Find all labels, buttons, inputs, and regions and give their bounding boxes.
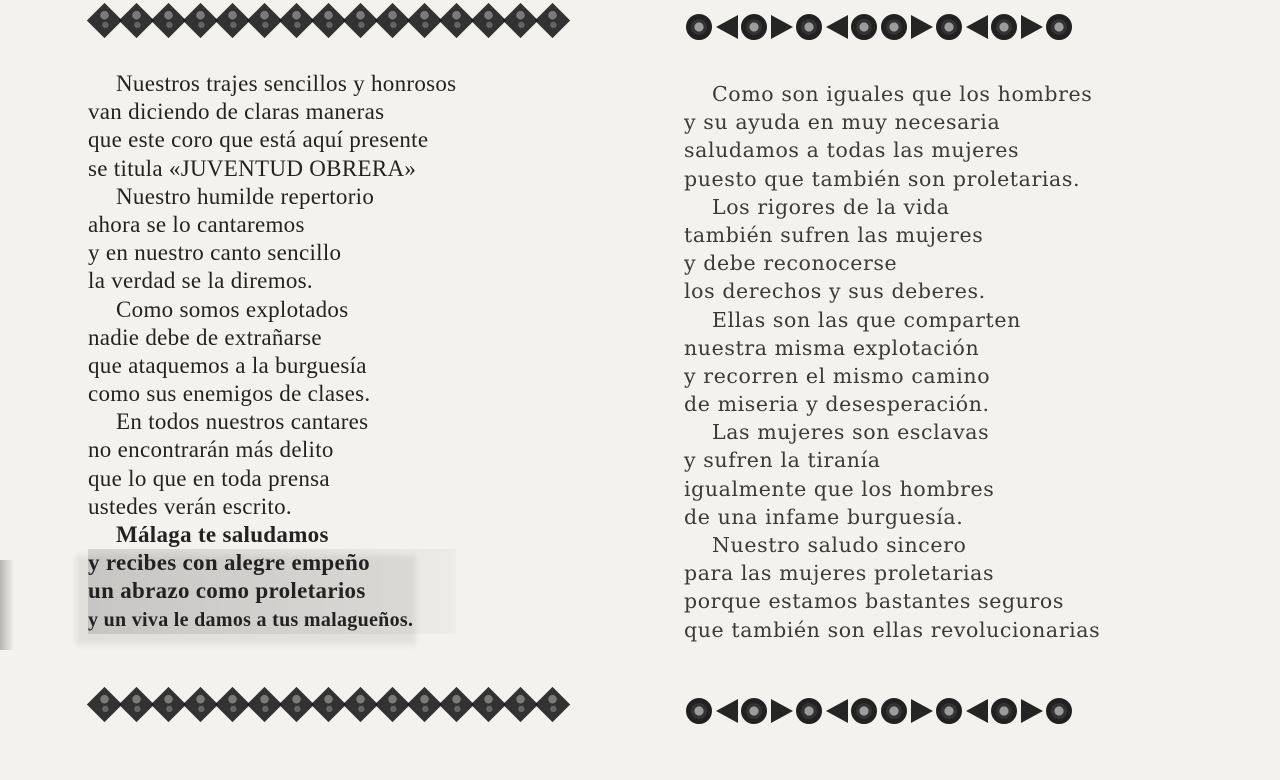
top-diamond-border [92, 8, 572, 33]
diamond-ornament-icon [215, 3, 250, 38]
poem-line: Nuestros trajes sencillos y honrosos [116, 71, 457, 96]
ring-ornament-icon [851, 14, 877, 40]
poem-line: Málaga te saludamos [116, 522, 329, 547]
poem-line: Como somos explotados [116, 296, 349, 322]
diamond-ornament-icon [119, 687, 154, 722]
diamond-ornament-icon [279, 3, 314, 38]
left-triangle-ornament-icon [826, 699, 848, 723]
poem-line: En todos nuestros cantares [116, 409, 369, 435]
poem-line: Los rigores de la vida [712, 194, 950, 219]
diamond-ornament-icon [311, 687, 346, 722]
poem-line: que lo que en toda prensa [88, 465, 330, 491]
poem-line: y recorren el mismo camino [684, 363, 991, 388]
top-ring-border [686, 14, 1076, 40]
diamond-ornament-icon [151, 3, 186, 38]
poem-line: Las mujeres son esclavas [712, 420, 990, 445]
poem-line: y en nuestro canto sencillo [88, 240, 342, 266]
diamond-ornament-icon [279, 687, 314, 722]
diamond-ornament-icon [503, 687, 538, 722]
ring-ornament-icon [936, 698, 962, 724]
poem-line: y su ayuda en muy necesaria [684, 110, 1001, 135]
diamond-ornament-icon [183, 687, 218, 722]
poem-line: van diciendo de claras maneras [88, 99, 385, 125]
poem-line: no encontrarán más delito [88, 437, 334, 463]
diamond-ornament-icon [87, 3, 122, 38]
poem-line: saludamos a todas las mujeres [684, 138, 1020, 163]
diamond-ornament-icon [375, 3, 410, 38]
poem-line: Ellas son las que comparten [712, 307, 1021, 332]
diamond-ornament-icon [87, 687, 122, 722]
left-triangle-ornament-icon [716, 15, 738, 39]
left-triangle-ornament-icon [716, 699, 738, 723]
poem-line: nuestra misma explotación [684, 335, 980, 360]
poem-line: Nuestro humilde repertorio [116, 183, 375, 209]
ring-ornament-icon [686, 698, 712, 724]
bottom-ring-border [686, 698, 1076, 724]
poem-line: y recibes con alegre empeño [88, 549, 456, 577]
left-poem [88, 70, 456, 634]
ring-ornament-icon [881, 14, 907, 40]
diamond-ornament-icon [343, 3, 378, 38]
ring-ornament-icon [1046, 698, 1072, 724]
right-page [650, 0, 1270, 780]
diamond-ornament-icon [439, 3, 474, 38]
right-triangle-ornament-icon [911, 699, 933, 723]
ring-ornament-icon [741, 698, 767, 724]
poem-line: y sufren la tiranía [684, 448, 881, 473]
diamond-ornament-icon [375, 687, 410, 722]
diamond-ornament-icon [119, 3, 154, 38]
left-triangle-ornament-icon [966, 15, 988, 39]
diamond-ornament-icon [311, 3, 346, 38]
poem-line: como sus enemigos de clases. [88, 381, 371, 407]
diamond-ornament-icon [215, 687, 250, 722]
left-page [0, 0, 620, 780]
diamond-ornament-icon [535, 687, 570, 722]
right-triangle-ornament-icon [1021, 15, 1043, 39]
poem-line: porque estamos bastantes seguros [684, 589, 1064, 614]
diamond-ornament-icon [471, 3, 506, 38]
poem-line: de una infame burguesía. [684, 504, 964, 529]
right-triangle-ornament-icon [771, 15, 793, 39]
ring-ornament-icon [796, 698, 822, 724]
poem-line: que ataquemos a la burguesía [88, 352, 367, 378]
poem-line: un abrazo como proletarios [88, 577, 456, 605]
ring-ornament-icon [991, 14, 1017, 40]
ring-ornament-icon [796, 14, 822, 40]
left-triangle-ornament-icon [826, 15, 848, 39]
right-triangle-ornament-icon [1021, 699, 1043, 723]
ring-ornament-icon [741, 14, 767, 40]
diamond-ornament-icon [151, 687, 186, 722]
poem-line: que este coro que está aquí presente [88, 127, 429, 153]
ring-ornament-icon [686, 14, 712, 40]
poem-line: y un viva le damos a tus malagueños. [88, 606, 456, 634]
left-triangle-ornament-icon [966, 699, 988, 723]
poem-line: se titula «JUVENTUD OBRERA» [88, 155, 417, 181]
diamond-ornament-icon [343, 687, 378, 722]
diamond-ornament-icon [439, 687, 474, 722]
poem-line: ustedes verán escrito. [88, 493, 292, 519]
poem-line: Nuestro saludo sincero [712, 533, 967, 557]
poem-line: Como son iguales que los hombres [712, 82, 1093, 106]
diamond-ornament-icon [247, 687, 282, 722]
ring-ornament-icon [881, 698, 907, 724]
diamond-ornament-icon [407, 3, 442, 38]
right-poem [684, 80, 1100, 644]
ring-ornament-icon [991, 698, 1017, 724]
poem-line: de miseria y desesperación. [684, 392, 990, 417]
poem-line: los derechos y sus deberes. [684, 279, 986, 304]
poem-line: ahora se lo cantaremos [88, 211, 305, 237]
right-triangle-ornament-icon [771, 699, 793, 723]
poem-line: puesto que también son proletarias. [684, 166, 1081, 191]
poem-line: nadie debe de extrañarse [88, 324, 322, 350]
poem-line: igualmente que los hombres [684, 476, 995, 501]
ring-ornament-icon [1046, 14, 1072, 40]
poem-line: para las mujeres proletarias [684, 561, 995, 586]
diamond-ornament-icon [407, 687, 442, 722]
diamond-ornament-icon [535, 3, 570, 38]
diamond-ornament-icon [471, 687, 506, 722]
poem-line: la verdad se la diremos. [88, 268, 313, 294]
diamond-ornament-icon [183, 3, 218, 38]
poem-line: también sufren las mujeres [684, 222, 984, 247]
poem-line: que también son ellas revolucionarias [684, 617, 1101, 642]
ring-ornament-icon [936, 14, 962, 40]
poem-line: y debe reconocerse [684, 251, 898, 276]
diamond-ornament-icon [247, 3, 282, 38]
ring-ornament-icon [851, 698, 877, 724]
bottom-diamond-border [92, 692, 572, 717]
right-triangle-ornament-icon [911, 15, 933, 39]
diamond-ornament-icon [503, 3, 538, 38]
